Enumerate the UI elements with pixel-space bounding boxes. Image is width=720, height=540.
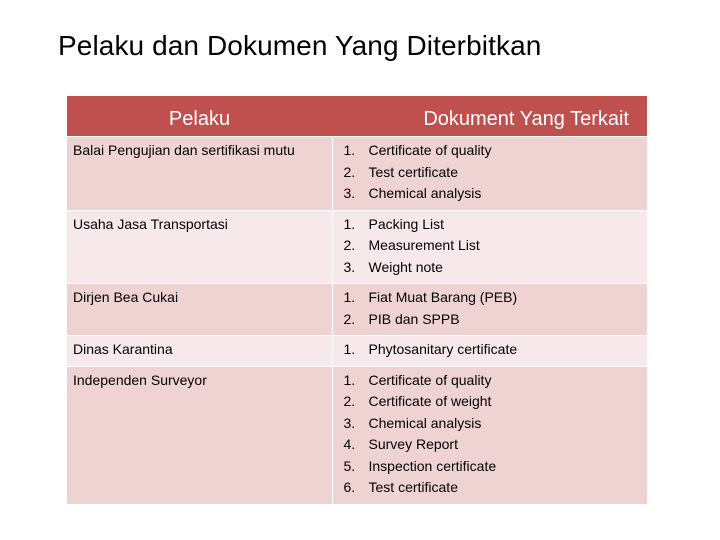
document-name: Certificate of weight — [368, 393, 492, 409]
list-number: 2. — [343, 237, 356, 253]
document-item — [344, 140, 642, 162]
actors-documents-table — [67, 96, 647, 504]
document-name: Certificate of quality — [368, 142, 492, 158]
list-number: 1. — [343, 341, 356, 357]
actor-name: Balai Pengujian dan sertifikasi mutu — [73, 142, 295, 158]
actor-name: Independen Surveyor — [73, 371, 207, 388]
document-name: Certificate of quality — [368, 371, 492, 388]
actor-name: Usaha Jasa Transportasi — [73, 215, 228, 232]
document-name: PIB dan SPPB — [368, 310, 460, 327]
document-name: Chemical analysis — [368, 185, 482, 201]
page-title: Pelaku dan Dokumen Yang Diterbitkan — [58, 30, 542, 61]
document-item — [344, 309, 642, 331]
document-list — [339, 140, 642, 205]
table-header-row — [67, 96, 647, 137]
list-number: 2. — [343, 163, 356, 180]
document-list — [339, 214, 642, 279]
header-pelaku-label: Pelaku — [168, 108, 231, 130]
documents-cell — [332, 137, 647, 211]
documents-cell — [332, 284, 647, 336]
list-number: 4. — [343, 436, 356, 452]
table-body — [67, 137, 647, 504]
actor-cell — [67, 336, 332, 367]
document-item — [344, 391, 642, 413]
documents-cell — [332, 210, 647, 284]
document-name: Survey Report — [368, 436, 458, 452]
document-name: Packing List — [368, 215, 444, 232]
document-list — [339, 287, 642, 330]
list-number: 1. — [343, 289, 356, 305]
list-number: 1. — [343, 215, 356, 232]
list-number: 3. — [343, 185, 356, 201]
actor-cell — [67, 366, 332, 504]
document-name: Test certificate — [368, 163, 458, 180]
table-row — [67, 210, 647, 284]
document-name: Measurement List — [368, 237, 480, 253]
list-number: 3. — [343, 414, 356, 431]
document-item — [344, 235, 642, 257]
document-item — [344, 477, 642, 499]
document-item — [344, 456, 642, 478]
document-list — [339, 370, 642, 499]
document-item — [344, 183, 642, 205]
document-name: Weight note — [368, 258, 443, 275]
actor-cell — [67, 284, 332, 336]
header-dokumen — [332, 96, 647, 137]
table-row — [67, 366, 647, 504]
document-item — [344, 434, 642, 456]
document-list — [339, 339, 642, 361]
list-number: 5. — [343, 457, 356, 474]
actor-name: Dinas Karantina — [73, 341, 173, 357]
table-row — [67, 336, 647, 367]
document-name: Chemical analysis — [368, 414, 482, 431]
document-item — [344, 162, 642, 184]
document-item — [344, 370, 642, 392]
document-name: Fiat Muat Barang (PEB) — [368, 289, 518, 305]
document-name: Inspection certificate — [368, 457, 497, 474]
document-item — [344, 214, 642, 236]
document-item — [344, 339, 642, 361]
list-number: 1. — [343, 371, 356, 388]
documents-cell — [332, 336, 647, 367]
list-number: 6. — [343, 479, 356, 495]
actor-cell — [67, 210, 332, 284]
actor-cell — [67, 137, 332, 211]
table-row — [67, 284, 647, 336]
document-name: Test certificate — [368, 479, 458, 495]
list-number: 2. — [343, 393, 356, 409]
header-dokumen-label: Dokument Yang Terkait — [423, 108, 629, 130]
actor-name: Dirjen Bea Cukai — [73, 289, 179, 305]
list-number: 2. — [343, 310, 356, 327]
table-row — [67, 137, 647, 211]
document-item — [344, 257, 642, 279]
document-item — [344, 413, 642, 435]
list-number: 3. — [343, 258, 356, 275]
documents-cell — [332, 366, 647, 504]
header-pelaku — [67, 96, 332, 137]
list-number: 1. — [343, 142, 356, 158]
document-item — [344, 287, 642, 309]
document-name: Phytosanitary certificate — [368, 341, 518, 357]
